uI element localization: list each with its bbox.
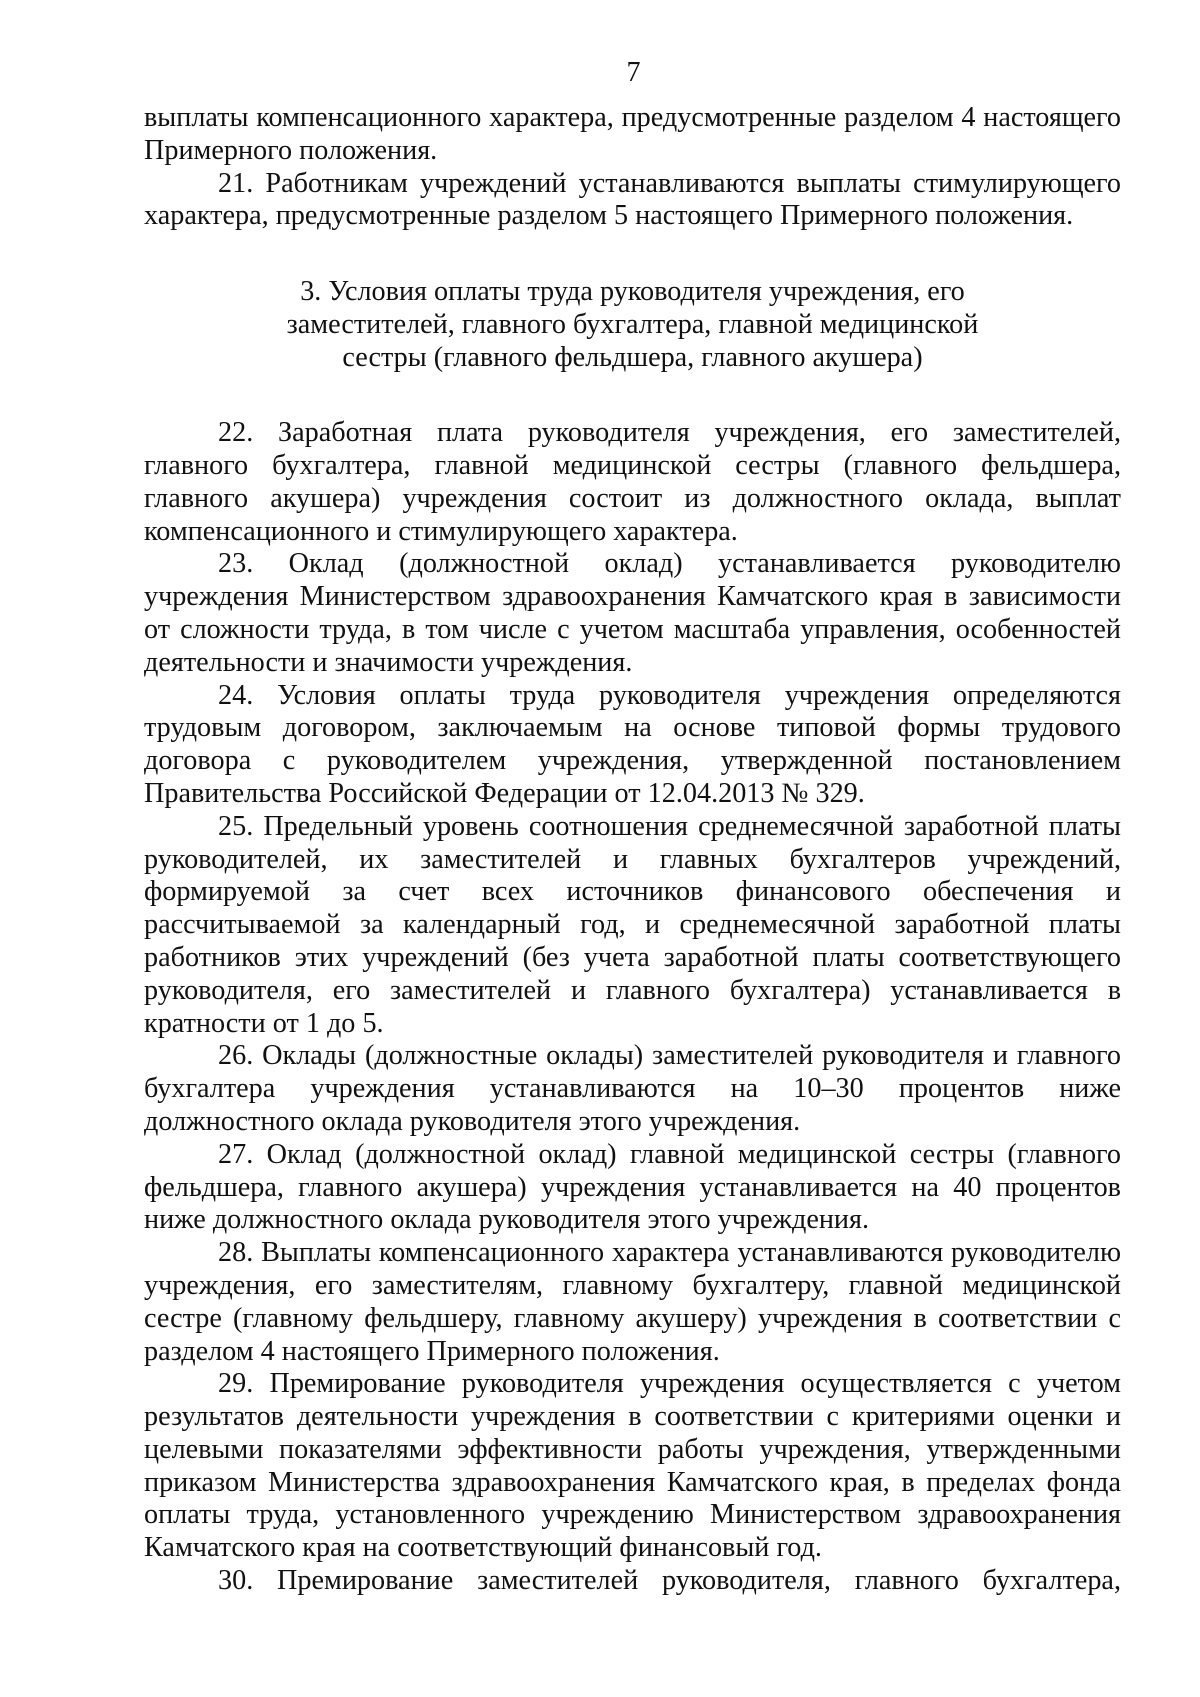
paragraph-25: 25. Предельный уровень соотношения среднемесячной заработной платы руководителей, их заместителей и главных бухгалтеров учреждений, формируемой за счет всех источников финансового обеспечения и рассчитываемой за календарный год, и среднемесячной заработной платы работников этих учреждений (без учета заработной платы соответствующего руководителя, его заместителей и главного бухгалтера) устанавливается в кратности от 1 до 5. <box>144 810 1121 1039</box>
paragraph-29: 29. Премирование руководителя учреждения осуществляется с учетом результатов деятельности учреждения в соответствии с критериями оценки и целевыми показателями эффективности работы учреждения, утвержденными приказом Министерства здравоохранения Камчатского края, в пределах фонда оплаты труда, установленного учреждению Министерством здравоохранения Камчатского края на соответствующий финансовый год. <box>144 1368 1121 1564</box>
paragraph-26: 26. Оклады (должностные оклады) заместителей руководителя и главного бухгалтера учреждения устанавливаются на 10–30 процентов ниже должностного оклада руководителя этого учреждения. <box>144 1040 1121 1137</box>
section-heading <box>144 275 1121 374</box>
page-number: 7 <box>626 57 641 88</box>
paragraph-23: 23. Оклад (должностной оклад) устанавливается руководителю учреждения Министерством здравоохранения Камчатского края в зависимости от сложности труда, в том числе с учетом масштаба управления, особенностей деятельности и значимости учреждения. <box>144 548 1121 678</box>
section-heading-line-2: заместителей, главного бухгалтера, главной медицинской <box>286 309 979 341</box>
paragraph-24: 24. Условия оплаты труда руководителя учреждения определяются трудовым договором, заключаемым на основе типовой формы трудового договора с руководителем учреждения, утвержденной постановлением Правительства Российской Федерации от 12.04.2013 № 329. <box>144 679 1121 809</box>
section-heading-line-3: сестры (главного фельдшера, главного акушера) <box>342 342 923 374</box>
paragraph-21: 21. Работникам учреждений устанавливаются выплаты стимулирующего характера, предусмотренные разделом 5 настоящего Примерного положения. <box>144 167 1121 232</box>
paragraph-30: 30. Премирование заместителей руководителя, главного бухгалтера, <box>218 1565 1121 1597</box>
section-heading-line-1: 3. Условия оплаты труда руководителя учреждения, его <box>300 276 965 308</box>
paragraph-28: 28. Выплаты компенсационного характера устанавливаются руководителю учреждения, его заместителям, главному бухгалтеру, главной медицинской сестре (главному фельдшеру, главному акушеру) учреждения в соответствии с разделом 4 настоящего Примерного положения. <box>144 1237 1121 1367</box>
intro-paragraph: выплаты компенсационного характера, предусмотренные разделом 4 настоящего Примерного положения. <box>144 102 1121 166</box>
paragraph-27: 27. Оклад (должностной оклад) главной медицинской сестры (главного фельдшера, главного акушера) учреждения устанавливается на 40 процентов ниже должностного оклада руководителя этого учреждения. <box>144 1138 1121 1236</box>
paragraph-22: 22. Заработная плата руководителя учреждения, его заместителей, главного бухгалтера, главной медицинской сестры (главного фельдшера, главного акушера) учреждения состоит из должностного оклада, выплат компенсационного и стимулирующего характера. <box>144 417 1121 547</box>
document-page <box>144 56 1121 1598</box>
